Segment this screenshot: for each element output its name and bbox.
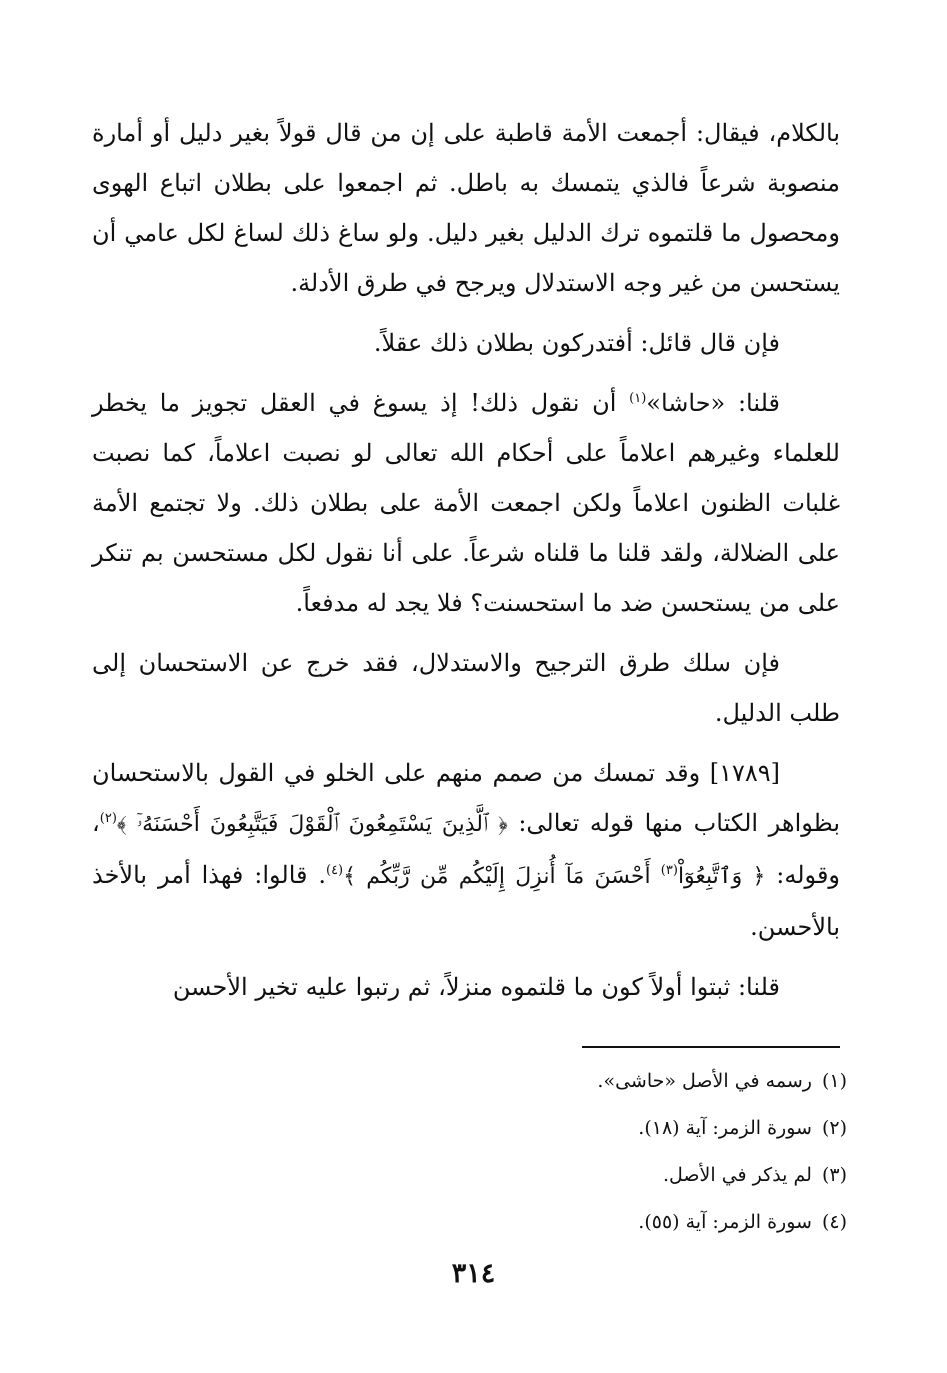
quran-verse-2-end: أَحْسَنَ مَآ أُنزِلَ إِلَيْكُم مِّن رَّبِّكُم ﴾ <box>343 864 661 889</box>
footnote-text: لم يذكر في الأصل. <box>662 1164 812 1186</box>
paragraph-5 <box>92 748 840 952</box>
footnote-2 <box>447 1105 847 1152</box>
page-number: ٣١٤ <box>451 1258 496 1289</box>
footnote-ref-2[interactable]: (٢) <box>99 811 117 826</box>
footnote-ref-1[interactable]: (١) <box>629 391 647 406</box>
footnotes <box>447 1058 847 1246</box>
paragraph-3 <box>92 378 840 628</box>
footnote-number: (٢) <box>821 1117 847 1139</box>
main-text <box>92 108 840 1022</box>
footnote-3 <box>447 1152 847 1199</box>
paragraph-5-mid: ، وقوله: <box>92 809 841 889</box>
paragraph-5-start: [١٧٨٩] وقد تمسك من صمم منهم على الخلو في القول بالاستحسان بظواهر الكتاب منها قوله تعالى: <box>92 759 840 837</box>
footnote-number: (٣) <box>821 1164 847 1186</box>
footnote-number: (٤) <box>821 1211 847 1233</box>
paragraph-2: فإن قال قائل: أفتدركون بطلان ذلك عقلاً. <box>373 329 780 357</box>
footnote-separator <box>582 1046 840 1048</box>
footnote-text: سورة الزمر: آية (١٨). <box>638 1117 812 1139</box>
paragraph-3-rest: أن نقول ذلك! إذ يسوغ في العقل تجويز ما يخطر للعلماء وغيرهم اعلاماً على أحكام الله تعالى لو نصبت اعلاماً، كما نصبت غلبات الظنون اعلاماً ولكن اجمعت الأمة على بطلان ذلك. ولا تجتمع الأمة على الضلالة، ولقد قلنا ما قلناه شرعاً. على أنا نقول لكل مستحسن بم تنكر على من يستحسن ضد ما استحسنت؟ فلا يجد له مدفعاً. <box>92 389 840 617</box>
quran-verse-1: ﴿ ٱلَّذِينَ يَسْتَمِعُونَ ٱلْقَوْلَ فَيَتَّبِعُونَ أَحْسَنَهُۥٓ ﴾ <box>116 812 508 837</box>
footnote-ref-4[interactable]: (٤) <box>325 863 344 878</box>
quran-verse-2-start: ﴿ وَٱتَّبِعُوٓاْ <box>677 864 766 889</box>
footnote-text: سورة الزمر: آية (٥٥). <box>638 1211 812 1233</box>
footnote-1 <box>447 1058 847 1105</box>
paragraph-1: بالكلام، فيقال: أجمعت الأمة قاطبة على إن من قال قولاً بغير دليل أو أمارة منصوبة شرعاً فالذي يتمسك به باطل. ثم اجمعوا على بطلان اتباع الهوى ومحصول ما قلتموه ترك الدليل بغير دليل. ولو ساغ ذلك لساغ لكل عامي أن يستحسن من غير وجه الاستدلال ويرجح في طرق الأدلة. <box>92 119 840 297</box>
footnote-ref-3[interactable]: (٣) <box>660 863 678 878</box>
footnote-4 <box>447 1199 847 1246</box>
footnote-text: رسمه في الأصل «حاشى». <box>597 1070 812 1092</box>
paragraph-6: قلنا: ثبتوا أولاً كون ما قلتموه منزلاً، ثم رتبوا عليه تخير الأحسن <box>172 973 780 1001</box>
footnote-number: (١) <box>821 1070 847 1092</box>
paragraph-3-start: قلنا: «حاشا» <box>646 389 780 417</box>
paragraph-5-end: . قالوا: فهذا أمر بالأخذ بالأحسن. <box>92 861 840 941</box>
paragraph-4: فإن سلك طرق الترجيح والاستدلال، فقد خرج عن الاستحسان إلى طلب الدليل. <box>92 649 840 727</box>
